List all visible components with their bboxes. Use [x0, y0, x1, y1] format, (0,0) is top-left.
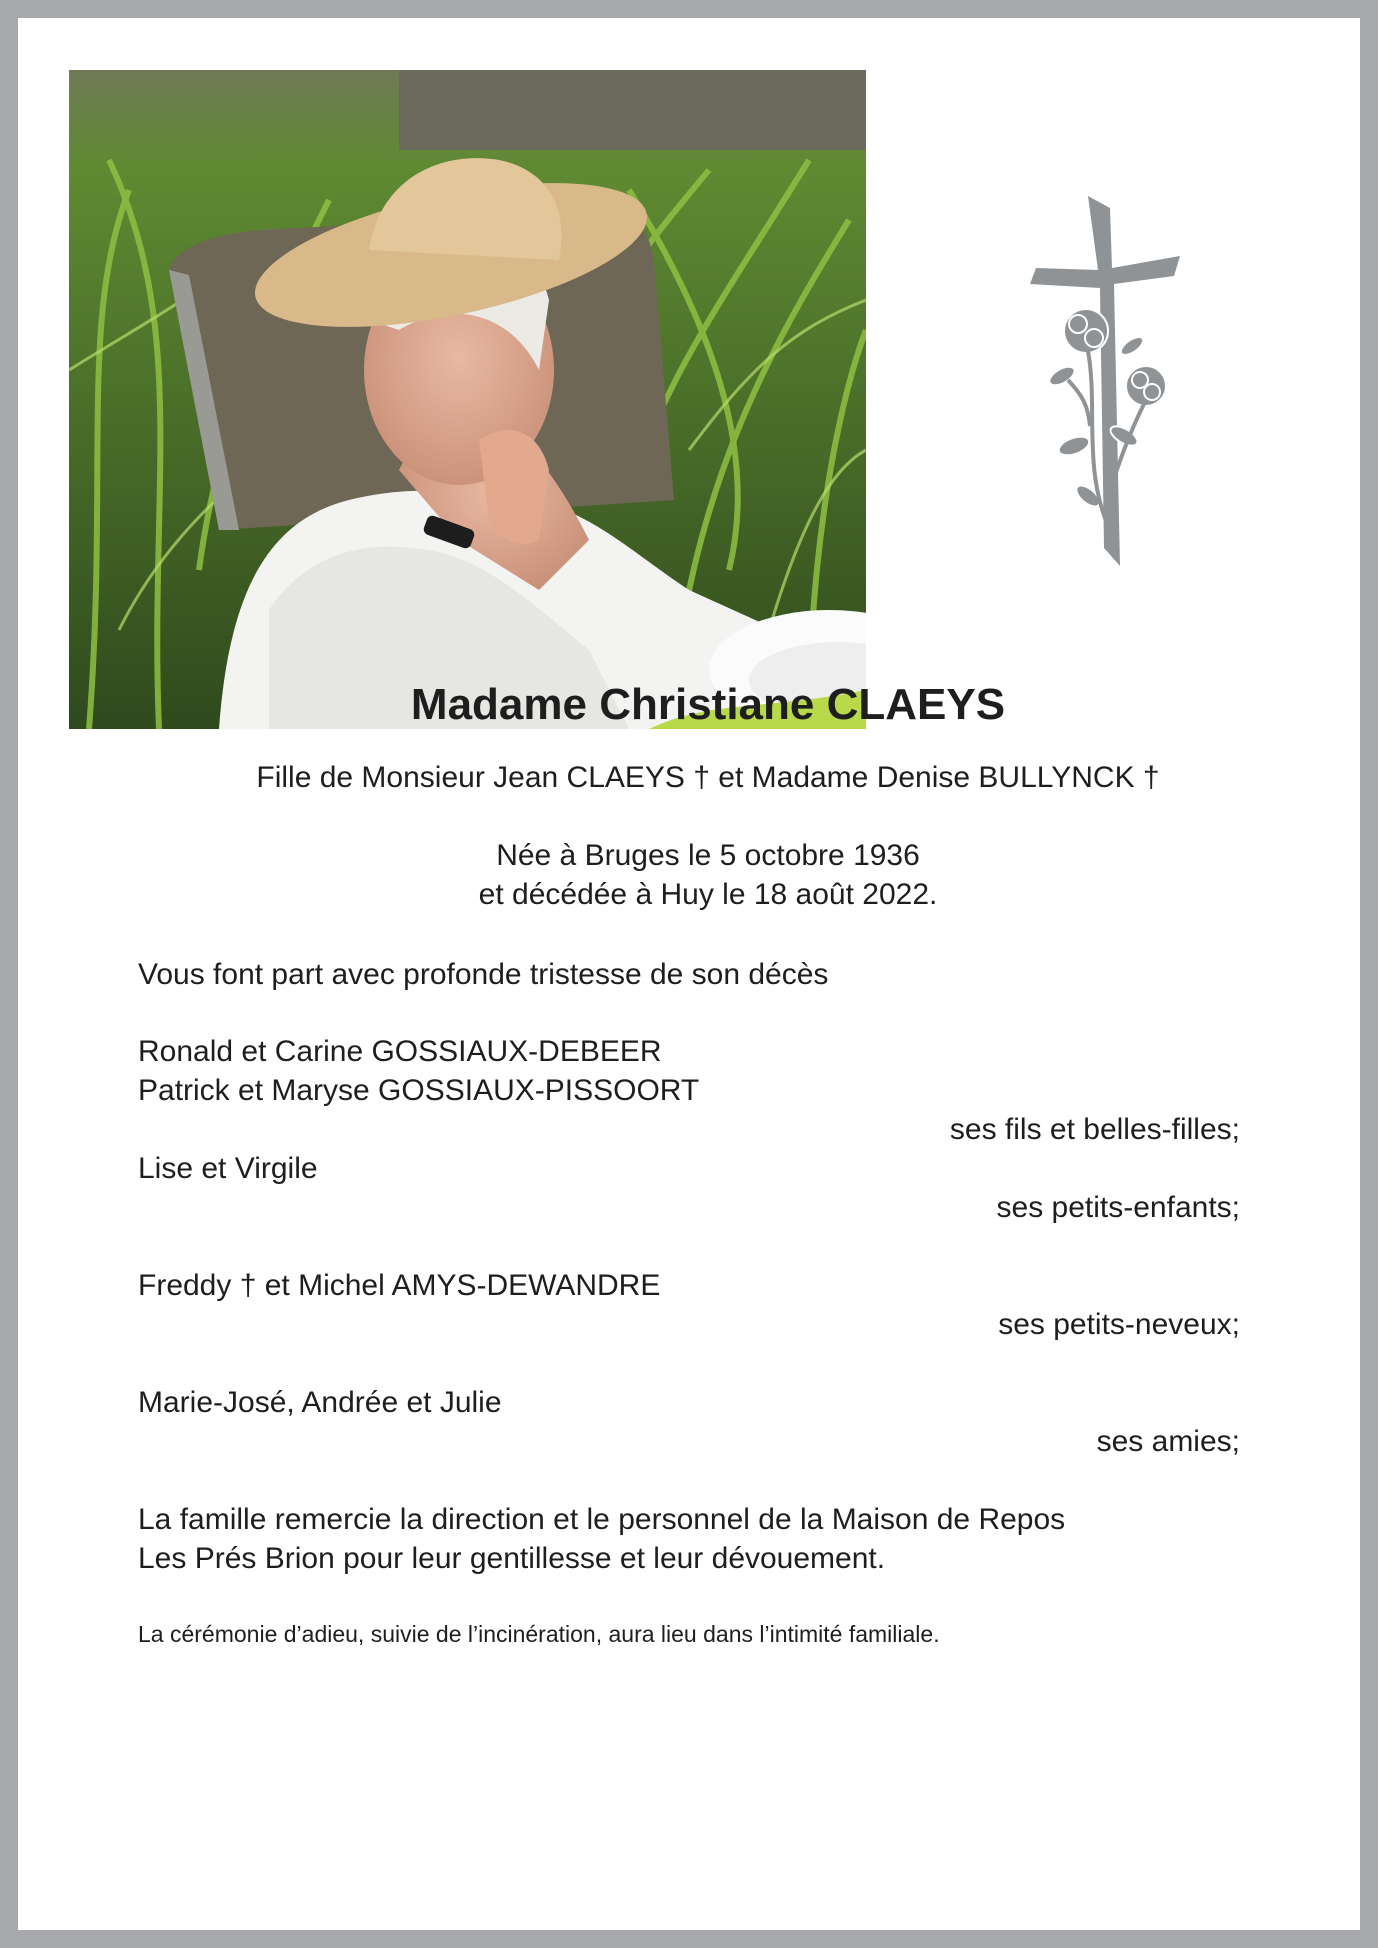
- family-name-line: Patrick et Maryse GOSSIAUX-PISSOORT: [138, 1074, 700, 1107]
- family-relation: ses petits-enfants;: [996, 1191, 1240, 1224]
- deceased-name: Madame Christiane CLAEYS: [410, 680, 1006, 729]
- family-name-line: Lise et Virgile: [138, 1152, 318, 1185]
- family-relation: ses fils et belles-filles;: [949, 1113, 1240, 1146]
- family-relation: ses petits-neveux;: [998, 1308, 1240, 1341]
- thanks-line: Les Prés Brion pour leur gentillesse et leur dévouement.: [138, 1542, 886, 1575]
- family-relation: ses amies;: [1096, 1425, 1240, 1458]
- ceremony-note: La cérémonie d’adieu, suivie de l’incinération, aura lieu dans l’intimité familiale.: [138, 1621, 940, 1647]
- parents-line: Fille de Monsieur Jean CLAEYS † et Madame Denise BULLYNCK †: [256, 761, 1160, 794]
- portrait-photo: [69, 70, 866, 729]
- thanks-line: La famille remercie la direction et le personnel de la Maison de Repos: [138, 1503, 1066, 1536]
- birth-line: Née à Bruges le 5 octobre 1936: [496, 839, 920, 872]
- family-name-line: Freddy † et Michel AMYS-DEWANDRE: [138, 1269, 661, 1302]
- cross-with-roses-icon: [1028, 196, 1198, 568]
- family-name-line: Ronald et Carine GOSSIAUX-DEBEER: [138, 1035, 662, 1068]
- intro-line: Vous font part avec profonde tristesse de son décès: [138, 958, 829, 991]
- family-name-line: Marie-José, Andrée et Julie: [138, 1386, 502, 1419]
- death-line: et décédée à Huy le 18 août 2022.: [478, 878, 938, 911]
